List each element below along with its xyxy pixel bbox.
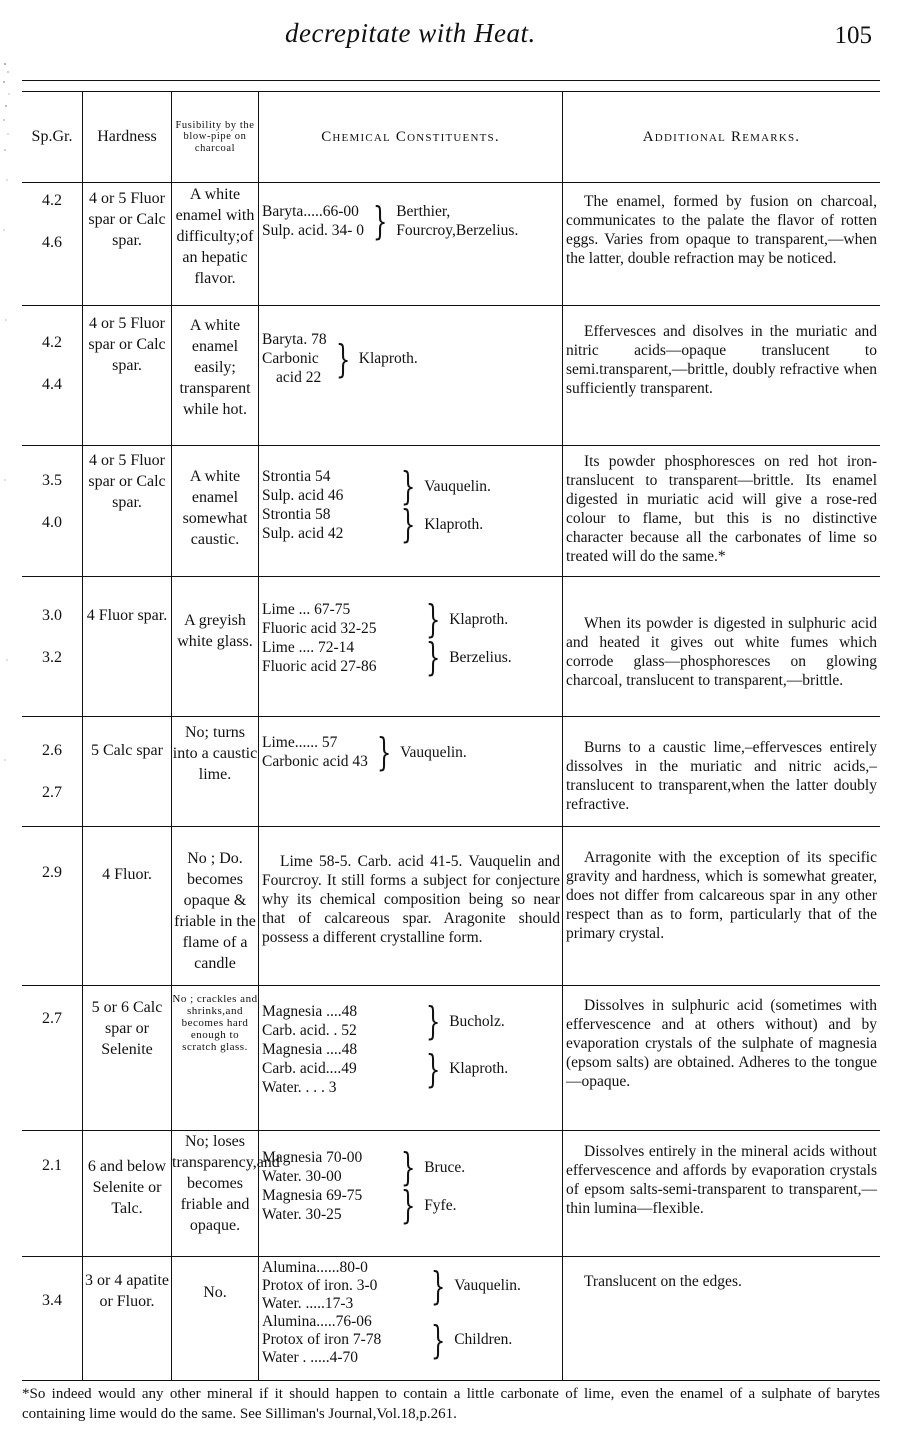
sp-value: 2.9 (42, 864, 62, 881)
row-6-remarks: Arragonite with the exception of its specific gravity and hardness, which is somewhat greater, does not differ from calcareous spar in any other respect than as to form, particularly that of the primary crystal. (566, 849, 877, 942)
row-7-hardness: 5 or 6 Calc spar or Selenite (91, 999, 163, 1058)
header-remarks: Additional Remarks. (642, 128, 801, 145)
row-2-sp-gr (22, 332, 82, 416)
header-fusibility: Fusibility by the blow-pipe on charcoal (175, 119, 255, 154)
sp-value: 4.0 (42, 514, 62, 531)
chem-line: Lime .... 72-14 (262, 639, 355, 656)
row-6-chemical: Lime 58-5. Carb. acid 41-5. Vauquelin and Fourcroy. It still forms a subject for conjecture why its chemical composition being so near that of calcareous spar. Aragonite should possess a different crystalline form. (262, 853, 560, 946)
chem-line: Water . .....4-70 (262, 1349, 359, 1366)
row-3-sp-gr (22, 470, 82, 554)
row-1-chemical (262, 199, 560, 243)
chem-group (262, 199, 560, 243)
row-2-remarks: Effervesces and disolves in the muriatic and nitric acids—opaque translucent to semi.transparent,—brittle, doubly refractive when sufficiently transparent. (566, 323, 877, 397)
brace-icon: } (430, 1264, 446, 1308)
brace-icon: } (400, 1145, 416, 1189)
row-5-fusibility: No; turns into a caustic lime. (172, 724, 258, 783)
chem-line: Magnesia ....48 (262, 1041, 358, 1058)
chem-author: Klaproth. (358, 350, 418, 367)
chem-line: Protox of iron 7-78 (262, 1331, 382, 1348)
row-7-chemical (262, 999, 560, 1097)
row-1-hardness: 4 or 5 Fluor spar or Calc spar. (88, 190, 166, 249)
row-3-remarks: Its powder phosphoresces on red hot iron-translucent to transparent—brittle. Its enamel digested in muriatic acid will give a rose-red colour to flame, but this is no distinctive character because all the carbonates of lime so treated will do the same.* (566, 453, 877, 565)
brace-icon: } (400, 1183, 416, 1227)
row-3-fusibility: A white enamel somewhat caustic. (182, 468, 248, 548)
row-5-remarks: Burns to a caustic lime,–effervesces entirely dissolves in the muriatic and nitric acids,–translucent to transparent,when the latter doubly refractive. (566, 739, 877, 813)
chem-line: Alumina......80-0 (262, 1259, 368, 1276)
row-8-sp-gr (22, 1155, 82, 1197)
chem-line: acid 22 (276, 369, 322, 386)
chem-author: Klaproth. (424, 515, 484, 533)
row-2-fusibility: A white enamel easily; transparent while hot. (179, 317, 251, 418)
header-chemical: Chemical Constituents. (321, 128, 500, 145)
chem-line: Lime...... 57 (262, 734, 338, 751)
sp-value: 3.2 (42, 649, 62, 666)
row-7-sp-gr (22, 1008, 82, 1050)
chem-author: Klaproth. (449, 1060, 509, 1077)
sp-value: 2.1 (42, 1157, 62, 1174)
chem-line: Water. .....17-3 (262, 1295, 354, 1312)
chem-author: Vauquelin. (454, 1277, 521, 1294)
header-rule (22, 182, 880, 183)
sp-value: 4.4 (42, 376, 62, 393)
row-3-hardness: 4 or 5 Fluor spar or Calc spar. (88, 452, 166, 511)
chem-line: Carbonic acid 43 (262, 753, 368, 770)
chem-line: Protox of iron. 3-0 (262, 1277, 378, 1294)
chem-group (262, 1040, 560, 1097)
margin-speckle (2, 60, 16, 780)
top-rule (22, 80, 880, 81)
brace-icon: } (376, 730, 392, 774)
chem-line: Carbonic (262, 350, 319, 367)
chem-group (262, 1259, 560, 1313)
row-9-chemical (262, 1259, 560, 1367)
chem-line: Water. 30-00 (262, 1168, 342, 1185)
sp-value: 3.5 (42, 472, 62, 489)
chem-line: Carb. acid. . 52 (262, 1022, 357, 1039)
chem-author: Children. (454, 1331, 513, 1348)
row-separator (22, 826, 880, 827)
row-1-sp-gr (22, 190, 82, 274)
sp-value: 2.6 (42, 742, 62, 759)
chem-line: Strontia 54 (262, 468, 331, 485)
brace-icon: } (400, 464, 416, 508)
chem-author: Fyfe. (424, 1196, 457, 1214)
sp-value: 3.0 (42, 607, 62, 624)
chem-line: Magnesia ....48 (262, 1003, 358, 1020)
sp-value: 4.6 (42, 234, 62, 251)
running-head (0, 12, 900, 52)
chem-author: Bucholz. (449, 1012, 505, 1030)
chem-group (262, 502, 560, 546)
sp-value: 3.4 (42, 1292, 62, 1309)
row-6-fusibility: No ; Do. becomes opaque & friable in the flame of a candle (174, 850, 256, 972)
col-divider (562, 92, 563, 1380)
chem-line: Sulp. acid. 34- 0 (262, 222, 365, 239)
bottom-rule (22, 1380, 880, 1381)
chem-line: Baryta.....66-00 (262, 203, 359, 220)
brace-icon: } (335, 336, 350, 381)
header-sp-gr: Sp.Gr. (31, 128, 73, 145)
row-5-hardness: 5 Calc spar (91, 742, 163, 759)
row-9-remarks: Translucent on the edges. (584, 1273, 742, 1290)
row-separator (22, 1256, 880, 1257)
row-4-chemical (262, 597, 560, 679)
brace-icon: } (430, 1318, 446, 1362)
sp-value: 2.7 (42, 1010, 62, 1027)
chem-group (262, 1183, 560, 1227)
chem-group (262, 464, 560, 508)
row-separator (22, 576, 880, 577)
chem-line: Carb. acid....49 (262, 1060, 357, 1077)
row-separator (22, 1130, 880, 1131)
row-4-sp-gr (22, 605, 82, 689)
row-9-fusibility: No. (203, 1284, 227, 1301)
brace-icon: } (400, 502, 416, 546)
row-7-fusibility: No ; crackles and shrinks,and becomes hard enough to scratch glass. (172, 993, 258, 1053)
sp-value: 4.2 (42, 334, 62, 351)
col-divider (258, 92, 259, 1380)
row-8-remarks: Dissolves entirely in the mineral acids without effervescence and affords by evaporation crystals of epsom salts-semi-transparent to transparent,—thin lumina—flexible. (566, 1143, 877, 1217)
row-1-remarks: The enamel, formed by fusion on charcoal, communicates to the palate the flavor of rotten eggs. Varies from opaque to transparent,—when the latter, double refraction may be noticed. (566, 193, 877, 267)
brace-icon: } (425, 999, 441, 1043)
row-3-chemical (262, 464, 560, 546)
brace-icon: } (425, 1046, 441, 1091)
chem-line: Fluoric acid 32-25 (262, 620, 377, 637)
footnote: *So indeed would any other mineral if it should happen to contain a little carbonate of lime, even the enamel of a sulphate of barytes containing lime would do the same. See Silliman's Journal,Vol.18,p.261. (22, 1386, 880, 1422)
row-9-sp-gr (22, 1290, 82, 1332)
chem-author: Vauquelin. (424, 477, 491, 495)
brace-icon: } (425, 635, 441, 679)
brace-icon: } (425, 597, 441, 641)
chem-author: Berzelius. (449, 648, 512, 666)
row-4-hardness: 4 Fluor spar. (86, 607, 168, 624)
row-9-hardness: 3 or 4 apatite or Fluor. (85, 1272, 169, 1310)
chem-line: Magnesia 69-75 (262, 1187, 363, 1204)
row-5-sp-gr (22, 740, 82, 824)
row-separator (22, 985, 880, 986)
chem-line: Magnesia 70-00 (262, 1149, 363, 1166)
row-separator (22, 716, 880, 717)
chem-line: Lime ... 67-75 (262, 601, 351, 618)
chem-group (262, 999, 560, 1043)
row-6-hardness: 4 Fluor. (102, 866, 152, 883)
row-8-hardness: 6 and below Selenite or Talc. (87, 1158, 167, 1217)
chem-author: Berthier, Fourcroy,Berzelius. (396, 203, 519, 239)
chem-group (262, 1145, 560, 1189)
chem-line: Water. 30-25 (262, 1206, 342, 1223)
chem-group (262, 330, 560, 387)
chem-line: Alumina.....76-06 (262, 1313, 372, 1330)
brace-icon: } (372, 199, 388, 243)
chem-line: Fluoric acid 27-86 (262, 658, 377, 675)
chem-author: Bruce. (424, 1158, 466, 1176)
chem-group (262, 730, 560, 774)
chem-group (262, 1313, 560, 1367)
chem-line: Water. . . . 3 (262, 1079, 337, 1096)
row-separator (22, 305, 880, 306)
chem-author: Klaproth. (449, 610, 509, 628)
running-title: decrepitate with Heat. (285, 18, 536, 48)
row-8-fusibility: No; loses transparency,and becomes friable and opaque. (172, 1133, 280, 1234)
header-hardness: Hardness (97, 128, 157, 145)
chem-line: Strontia 58 (262, 506, 331, 523)
row-2-hardness: 4 or 5 Fluor spar or Calc spar. (88, 315, 166, 374)
row-2-chemical (262, 330, 560, 387)
row-7-remarks: Dissolves in sulphuric acid (sometimes with effervescence and at others without) and by evaporation crystals of the sulphate of magnesia (epsom salts) are obtained. Adheres to the tongue—opaque. (566, 997, 877, 1090)
chem-line: Sulp. acid 42 (262, 525, 344, 542)
sp-value: 4.2 (42, 192, 62, 209)
chem-line: Sulp. acid 46 (262, 487, 344, 504)
page-number: 105 (834, 22, 872, 49)
row-8-chemical (262, 1145, 560, 1227)
chem-group (262, 635, 560, 679)
sp-value: 2.7 (42, 784, 62, 801)
chem-group (262, 597, 560, 641)
row-4-remarks: When its powder is digested in sulphuric acid and heated it gives out white fumes which corrode glass—phosphoresces on glowing charcoal, translucent to transparent,—brittle. (566, 615, 877, 689)
row-separator (22, 445, 880, 446)
row-1-fusibility: A white enamel with difficulty;of an hepatic flavor. (175, 186, 255, 287)
row-6-sp-gr (22, 862, 82, 904)
chem-line: Baryta. 78 (262, 331, 327, 348)
row-4-fusibility: A greyish white glass. (177, 612, 253, 650)
row-5-chemical (262, 730, 560, 774)
chem-author: Vauquelin. (400, 743, 467, 761)
